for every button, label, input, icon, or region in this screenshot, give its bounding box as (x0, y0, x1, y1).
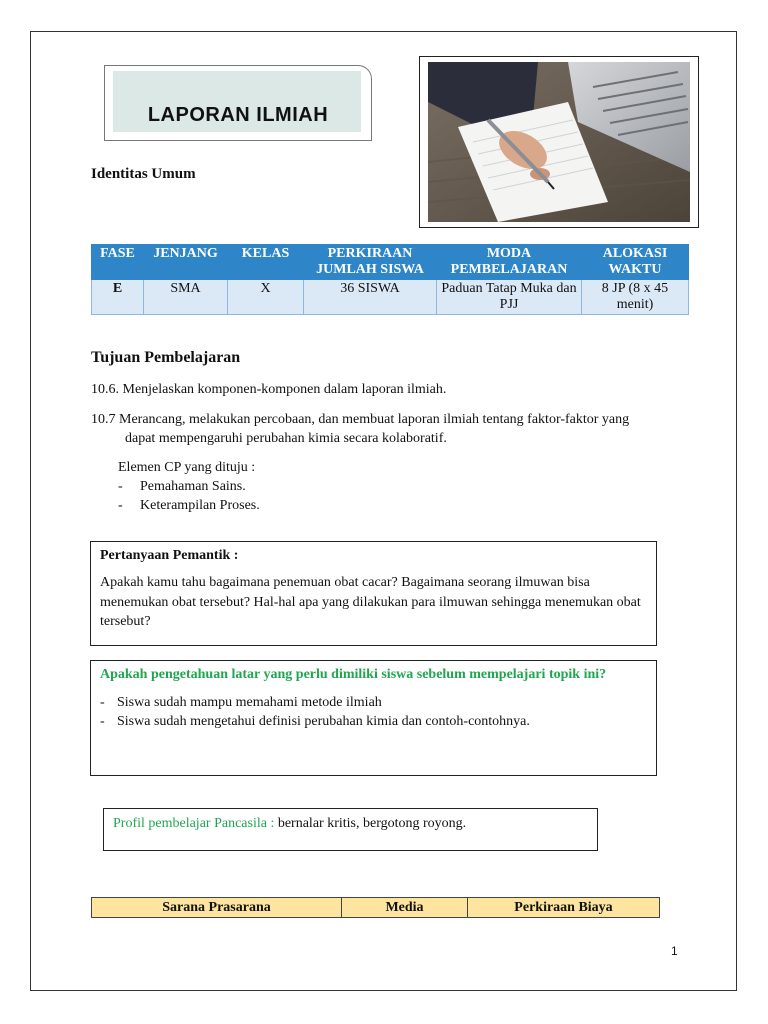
document-page (30, 31, 737, 991)
page-number: 1 (671, 944, 678, 958)
header-fase: FASE (92, 245, 144, 280)
sarana-header-row (92, 898, 660, 918)
pengetahuan-latar-box (90, 660, 657, 776)
header-moda: MODA PEMBELAJARAN (437, 245, 582, 280)
list-item: - Siswa sudah mampu memahami metode ilmiah (100, 693, 647, 712)
tujuan-heading: Tujuan Pembelajaran (91, 349, 241, 366)
title-box (104, 65, 372, 141)
writing-photo-illustration (428, 62, 690, 222)
header-kelas: KELAS (228, 245, 304, 280)
profil-value: bernalar kritis, bergotong royong. (274, 816, 467, 831)
header-alokasi: ALOKASI WAKTU (582, 245, 689, 280)
elemen-cp-label: Elemen CP yang dituju : (118, 460, 256, 475)
cell-kelas: X (228, 280, 304, 315)
identity-table (91, 244, 689, 315)
pemantik-heading: Pertanyaan Pemantik : (100, 548, 239, 563)
header-biaya: Perkiraan Biaya (468, 898, 660, 918)
cell-alokasi: 8 JP (8 x 45 menit) (582, 280, 689, 315)
writing-photo (419, 56, 699, 228)
header-media: Media (342, 898, 468, 918)
list-item: - Keterampilan Proses. (118, 496, 260, 515)
list-item: - Pemahaman Sains. (118, 477, 260, 496)
identitas-heading: Identitas Umum (91, 166, 196, 182)
cell-fase: E (92, 280, 144, 315)
objective-10-7 (91, 410, 691, 448)
cell-jumlah-siswa: 36 SISWA (304, 280, 437, 315)
latar-heading: Apakah pengetahuan latar yang perlu dimiliki siswa sebelum mempelajari topik ini? (100, 667, 607, 682)
list-item: - Siswa sudah mengetahui definisi perubahan kimia dan contoh-contohnya. (100, 712, 647, 731)
cell-moda: Paduan Tatap Muka dan PJJ (437, 280, 582, 315)
document-title: LAPORAN ILMIAH (147, 104, 329, 126)
profil-label: Profil pembelajar Pancasila : (113, 816, 275, 831)
header-sarana: Sarana Prasarana (92, 898, 342, 918)
identity-table-row (92, 280, 689, 315)
pemantik-body: Apakah kamu tahu bagaimana penemuan obat cacar? Bagaimana seorang ilmuwan bisa menemukan obat tersebut? Hal-hal apa yang dilakukan para ilmuwan sehingga menemukan obat tersebut? (100, 575, 641, 629)
elemen-cp-list (118, 477, 260, 515)
pertanyaan-pemantik-box (90, 541, 657, 646)
objective-10-7-line1: 10.7 Merancang, melakukan percobaan, dan membuat laporan ilmiah tentang faktor-faktor yang (91, 412, 630, 427)
identity-table-header-row (92, 245, 689, 280)
objective-10-7-line2: dapat mempengaruhi perubahan kimia secara kolaboratif. (125, 431, 447, 446)
profil-pancasila-box (103, 808, 598, 851)
header-jenjang: JENJANG (144, 245, 228, 280)
sarana-table (91, 897, 660, 918)
objective-10-6: 10.6. Menjelaskan komponen-komponen dalam laporan ilmiah. (91, 382, 447, 397)
header-jumlah-siswa: PERKIRAAN JUMLAH SISWA (304, 245, 437, 280)
cell-jenjang: SMA (144, 280, 228, 315)
